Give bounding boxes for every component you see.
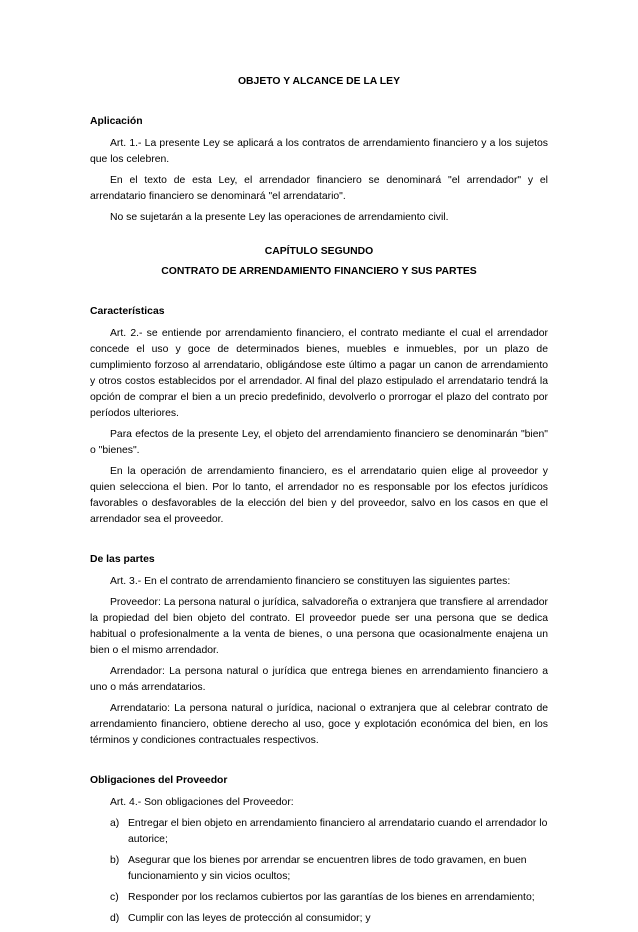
document-title: OBJETO Y ALCANCE DE LA LEY [237,76,401,87]
paragraph: No se sujetarán a la presente Ley las operaciones de arrendamiento civil. [110,212,449,223]
list-item [90,911,548,927]
list-marker: d) [110,913,120,924]
list-marker: a) [110,818,120,829]
paragraph: Arrendatario: La persona natural o jurídica, nacional o extranjera que al celebrar contrato de arrendamiento financiero, obtiene derecho al uso, goce y explotación económica del bien, en los términos y condiciones contractuales respectivos. [90,703,548,746]
paragraph: En la operación de arrendamiento financiero, es el arrendatario quien elige al proveedor y quien selecciona el bien. Por lo tanto, el arrendador no es responsable por los efectos jurídicos favorables o desfavorables de la elección del bien y del proveedor, salvo en los casos en que el arrendador sea el proveedor. [90,466,548,525]
section-heading-caracteristicas: Características [90,306,165,317]
list-item-text: Asegurar que los bienes por arrendar se encuentren libres de todo gravamen, en buen funcionamiento y sin vicios ocultos; [128,855,527,882]
list-item-text: Entregar el bien objeto en arrendamiento financiero al arrendatario cuando el arrendador lo autorice; [128,818,548,845]
list-item-text: Cumplir con las leyes de protección al consumidor; y [128,913,371,924]
paragraph: En el texto de esta Ley, el arrendador financiero se denominará "el arrendador" y el arrendatario financiero se denominará "el arrendatario". [90,175,548,202]
paragraph: Art. 2.- se entiende por arrendamiento financiero, el contrato mediante el cual el arrendador concede el uso y goce de determinados bienes, muebles e inmuebles, por un plazo de cumplimiento forzoso al arrendatario, obligándose este último a pagar un canon de arrendamiento y otros costos establecidos por el arrendador. Al final del plazo estipulado el arrendatario tendrá la opción de comprar el bien a un precio predefinido, devolverlo o prorrogar el plazo del contrato por períodos ulteriores. [90,328,548,419]
list-item-text: Responder por los reclamos cubiertos por las garantías de los bienes en arrendamiento; [128,892,535,903]
list-item [90,853,548,885]
list-item [90,816,548,848]
paragraph: Art. 3.- En el contrato de arrendamiento financiero se constituyen las siguientes partes: [110,576,511,587]
paragraph: Para efectos de la presente Ley, el objeto del arrendamiento financiero se denominarán "bien" o "bienes". [90,429,548,456]
list-marker: b) [110,855,120,866]
obligations-list [90,816,548,927]
paragraph: Proveedor: La persona natural o jurídica, salvadoreña o extranjera que transfiere al arrendador la propiedad del bien objeto del contrato. El proveedor puede ser una persona que se dedica habitual o profesionalmente a la venta de bienes, o una persona que ocasionalmente enajena un bien o el mismo arrendador. [90,597,548,656]
list-item [90,890,548,906]
paragraph: Art. 1.- La presente Ley se aplicará a los contratos de arrendamiento financiero y a los sujetos que los celebren. [90,138,548,165]
paragraph: Art. 4.- Son obligaciones del Proveedor: [110,797,294,808]
document-body [90,74,548,932]
section-heading-aplicacion: Aplicación [90,116,143,127]
section-heading-obligaciones: Obligaciones del Proveedor [90,775,228,786]
section-heading-partes: De las partes [90,554,155,565]
list-marker: c) [110,892,119,903]
paragraph: Arrendador: La persona natural o jurídica que entrega bienes en arrendamiento financiero a uno o más arrendatarios. [90,666,548,693]
chapter-title: CONTRATO DE ARRENDAMIENTO FINANCIERO Y SUS PARTES [161,266,477,277]
chapter-number: CAPÍTULO SEGUNDO [264,246,374,257]
